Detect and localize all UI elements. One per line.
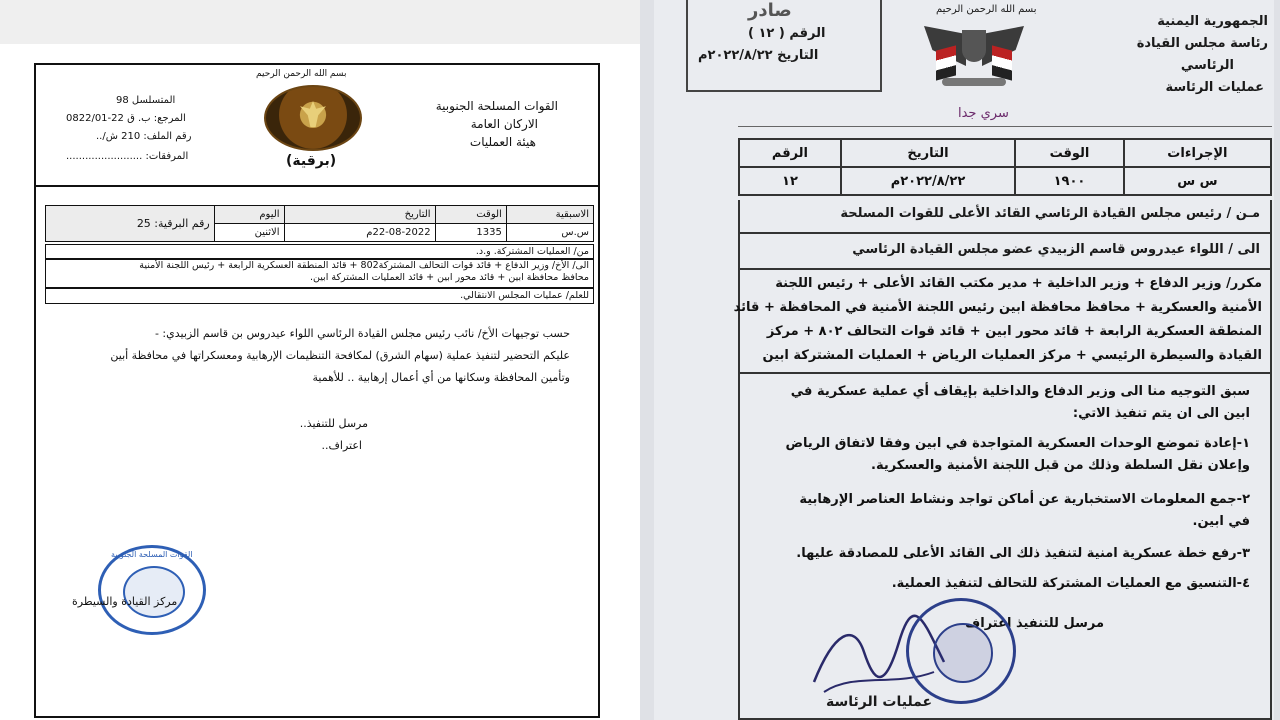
right-telegram-sheet [654, 0, 1274, 720]
right-footer: عمليات الرئاسة [826, 694, 933, 710]
left-reference: المرجع: ب. ق 22-0822/01 [66, 113, 186, 124]
left-to-line-2: محافظ محافظة ابين + قائد محور ابين + قائد العمليات المشتركة ابين. [309, 272, 589, 283]
left-org-line-3: هيئة العمليات [469, 135, 536, 149]
right-body-line-6: في ابين. [1192, 514, 1250, 529]
southern-forces-emblem-icon [264, 85, 362, 151]
left-file-no: رقم الملف: 210 ش/.. [96, 131, 192, 142]
right-value-number: ١٢ [739, 167, 841, 195]
left-closing-ack: اعتراف.. [321, 439, 362, 452]
right-body-line-3: ١-إعادة تموضع الوحدات العسكرية المتواجدة في ابين وفقا لاتفاق الرياض [785, 436, 1250, 451]
right-from-box [738, 200, 1272, 234]
left-to-block [45, 258, 594, 288]
left-basmala: بسم الله الرحمن الرحيم [256, 69, 347, 79]
yemen-eagle-emblem-icon [924, 18, 1024, 92]
left-stamp-text: القوات المسلحة الجنوبية [111, 550, 193, 559]
right-cc-line-1: مكرر/ وزير الدفاع + وزير الداخلية + مدير مكتب القائد الأعلى + رئيس اللجنة [775, 276, 1262, 291]
right-value-date: ٢٠٢٢/٨/٢٢م [841, 167, 1015, 195]
value-date: 22-08-2022م [284, 224, 435, 242]
left-info-line: للعلم/ عمليات المجلس الانتقالي. [45, 288, 594, 304]
left-telegram-table [45, 205, 594, 242]
right-telegram-table [738, 138, 1272, 196]
right-org-line-1: الجمهورية اليمنية [1157, 14, 1268, 29]
value-day: الاثنين [214, 224, 284, 242]
left-from-line: من/ العمليات المشتركة. و.د. [45, 244, 594, 260]
right-header-date: التاريخ [841, 139, 1015, 167]
outgoing-stamp-number: الرقم ( ١٢ ) [748, 26, 826, 41]
outgoing-stamp-title: صادر [748, 0, 792, 21]
presidency-seal-icon [906, 598, 1016, 704]
right-document-panel [640, 0, 1280, 720]
right-to-box [738, 234, 1272, 270]
right-value-time: ١٩٠٠ [1015, 167, 1124, 195]
left-to-line-1: الى/ الأخ/ وزير الدفاع + قائد قوات التحالف المشتركة802 + قائد المنطقة العسكرية الرابعة + رئيس اللجنة الأمنية [139, 260, 589, 271]
right-org-line-3: الرئاسي [1180, 58, 1234, 73]
left-org-line-2: الاركان العامة [470, 117, 538, 131]
right-value-actions: س س [1124, 167, 1271, 195]
right-header-time: الوقت [1015, 139, 1124, 167]
right-header-actions: الإجراءات [1124, 139, 1271, 167]
right-classification-rule [738, 126, 1272, 127]
right-cc-line-3: المنطقة العسكرية الرابعة + قائد محور ابين + قائد قوات التحالف ٨٠٢ + مركز [766, 324, 1262, 339]
right-cc-line-2: الأمنية والعسكرية + محافظ محافظة ابين رئيس اللجنة الأمنية في المحافظة + قائد [733, 300, 1262, 315]
left-serial: المتسلسل 98 [116, 95, 176, 106]
right-org-line-4: عمليات الرئاسة [1165, 80, 1264, 95]
telegram-number: رقم البرقية: 25 [46, 206, 215, 242]
left-doc-type: (برقية) [286, 153, 337, 169]
left-attachments: المرفقات: ........................ [66, 151, 189, 162]
right-basmala: بسم الله الرحمن الرحيم [936, 4, 1037, 15]
right-body-line-4: وإعلان نقل السلطة وذلك من قبل اللجنة الأمنية والعسكرية. [871, 458, 1250, 473]
left-official-stamp-icon [98, 545, 206, 635]
right-from-line: مـن / رئيس مجلس القيادة الرئاسي القائد الأعلى للقوات المسلحة [840, 206, 1260, 221]
outgoing-stamp-date: التاريخ ٢٠٢٢/٨/٢٢م [698, 48, 819, 63]
right-body-line-7: ٣-رفع خطة عسكرية امنية لتنفيذ ذلك الى القائد الأعلى للمصادقة عليها. [796, 546, 1250, 561]
right-closing: مرسل للتنفيذ اعتراف [965, 616, 1104, 631]
header-day: اليوم [214, 206, 284, 224]
left-closing-sent: مرسل للتنفيذ.. [299, 417, 368, 430]
value-priority: س.س [506, 224, 593, 242]
right-classification: سري جدا [958, 106, 1009, 121]
left-footer-label: مركز القيادة والسيطرة [72, 595, 178, 608]
left-body-line-2: عليكم التحضير لتنفيذ عملية (سهام الشرق) لمكافحة التنظيمات الإرهابية ومعسكراتها في محافظة أبين [110, 349, 570, 362]
left-top-margin [0, 0, 640, 44]
right-header-number: الرقم [739, 139, 841, 167]
header-date: التاريخ [284, 206, 435, 224]
left-telegram-sheet [34, 63, 600, 718]
right-body-line-8: ٤-التنسيق مع العمليات المشتركة للتحالف لتنفيذ العملية. [891, 576, 1250, 591]
right-to-line: الى / اللواء عيدروس قاسم الزبيدي عضو مجلس القيادة الرئاسي [852, 242, 1260, 257]
right-org-line-2: رئاسة مجلس القيادة [1136, 36, 1268, 51]
header-time: الوقت [435, 206, 506, 224]
left-body-line-3: وتأمين المحافظة وسكانها من أي أعمال إرهابية .. للأهمية [312, 371, 570, 384]
left-body-line-1: حسب توجيهات الأخ/ نائب رئيس مجلس القيادة الرئاسي اللواء عيدروس بن قاسم الزبيدي: - [154, 327, 570, 340]
right-cc-line-4: القيادة والسيطرة الرئيسي + مركز العمليات الرياض + العمليات المشتركة ابين [762, 348, 1262, 363]
right-body-line-5: ٢-جمع المعلومات الاستخبارية عن أماكن تواجد ونشاط العناصر الإرهابية [799, 492, 1250, 507]
right-cc-box [733, 270, 1272, 374]
outgoing-stamp-box [686, 0, 882, 92]
value-time: 1335 [435, 224, 506, 242]
right-body-line-1: سبق التوجيه منا الى وزير الدفاع والداخلية بإيقاف أي عملية عسكرية في [790, 384, 1250, 399]
left-org-line-1: القوات المسلحة الجنوبية [435, 99, 558, 113]
left-header-divider [36, 185, 598, 187]
header-priority: الاسبقية [506, 206, 593, 224]
right-body-line-2: ابين الى ان يتم تنفيذ الاتي: [1072, 406, 1250, 421]
